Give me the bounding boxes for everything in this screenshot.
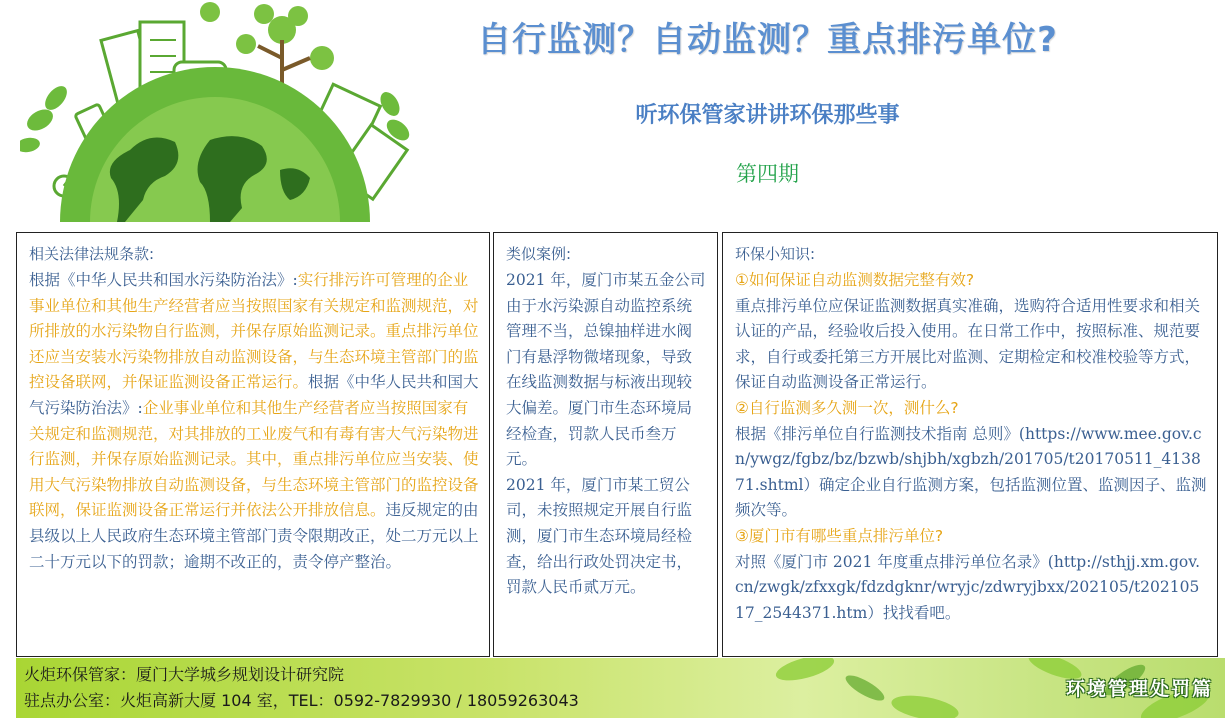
footer-organization: 火炬环保管家：厦门大学城乡规划设计研究院 [24,665,345,684]
footer-office-contact: 驻点办公室：火炬高新大厦 104 室，TEL：0592-7829930 / 18059263043 [24,691,579,710]
tip-panel [722,232,1218,657]
tip-panel-heading: 环保小知识: [735,245,816,263]
tip-answer: 重点排污单位应保证监测数据真实准确，选购符合适用性要求和相关认证的产品，经验收后投入使用。在日常工作中，按照标准、规范要求，自行或委托第三方开展比对监测、定期检定和校准校验等方式，保证自动监测设备正常运行。 [735,296,1201,392]
law-segment: 根据《中华人民共和国大气污染防治法》: [29,373,479,417]
tip-question: ②自行监测多久测一次，测什么? [735,398,959,417]
case-panel [493,232,718,657]
case-item: 2021 年，厦门市某工贸公司，未按照规定开展自行监测，厦门市生态环境局经检查，给出行政处罚决定书，罚款人民币贰万元。 [506,475,693,597]
issue-number: 第四期 [736,162,799,186]
law-segment: 违反规定的由县级以上人民政府生态环境主管部门责令限期改正，处二万元以上二十万元以下的罚款；逾期不改正的，责令停产整治。 [29,501,479,571]
series-label: 环境管理处罚篇 [1065,678,1213,700]
tip-answer: 对照《厦门市 2021 年度重点排污单位名录》(http://sthjj.xm.gov.cn/zwgk/zfxxgk/fdzdgknr/wryjc/zdwryjbxx/202105/t20210517_2544371.htm）找找看吧。 [735,552,1201,622]
page-title: 自行监测？自动监测？重点排污单位? [477,20,1058,60]
law-panel-heading: 相关法律法规条款: [29,245,155,263]
law-segment-highlight: 实行排污许可管理的企业事业单位和其他生产经营者应当按照国家有关规定和监测规范，对所排放的水污染物自行监测，并保存原始监测记录。重点排污单位还应当安装水污染物排放自动监测设备，与生态环境主管部门的监控设备联网，并保证监测设备正常运行。 [29,271,479,392]
tip-question: ③厦门市有哪些重点排污单位? [735,526,944,545]
law-panel-body [29,268,479,575]
law-segment: 根据《中华人民共和国水污染防治法》: [29,271,298,289]
case-item: 2021 年，厦门市某五金公司由于水污染源自动监控系统管理不当，总镍抽样进水阀门有悬浮物微堵现象，导致在线监测数据与标液出现较大偏差。厦门市生态环境局经检查，罚款人民币叁万元。 [506,271,706,469]
law-segment-highlight: 企业事业单位和其他生产经营者应当按照国家有关规定和监测规范，对其排放的工业废气和有毒有害大气污染物进行监测，并保存原始监测记录。其中，重点排污单位应当安装、使用大气污染物排放自动监测设备，与生态环境主管部门的监控设备联网，保证监测设备正常运行并依法公开排放信息。 [29,398,479,520]
tip-answer: 根据《排污单位自行监测技术指南 总则》(https://www.mee.gov.cn/ywgz/fgbz/bz/bzwb/shjbh/xgbzh/201705/t20170511_413871.shtml）确定企业自行监测方案，包括监测位置、监测因子、监测频次等。 [735,424,1207,520]
case-panel-body [506,268,707,601]
law-panel [16,232,490,657]
footer-banner [16,658,1225,718]
tip-question: ①如何保证自动监测数据完整有效? [735,271,975,289]
page-subtitle: 听环保管家讲讲环保那些事 [635,103,900,128]
earth-city-illustration [20,0,410,222]
case-panel-heading: 类似案例: [506,245,572,263]
